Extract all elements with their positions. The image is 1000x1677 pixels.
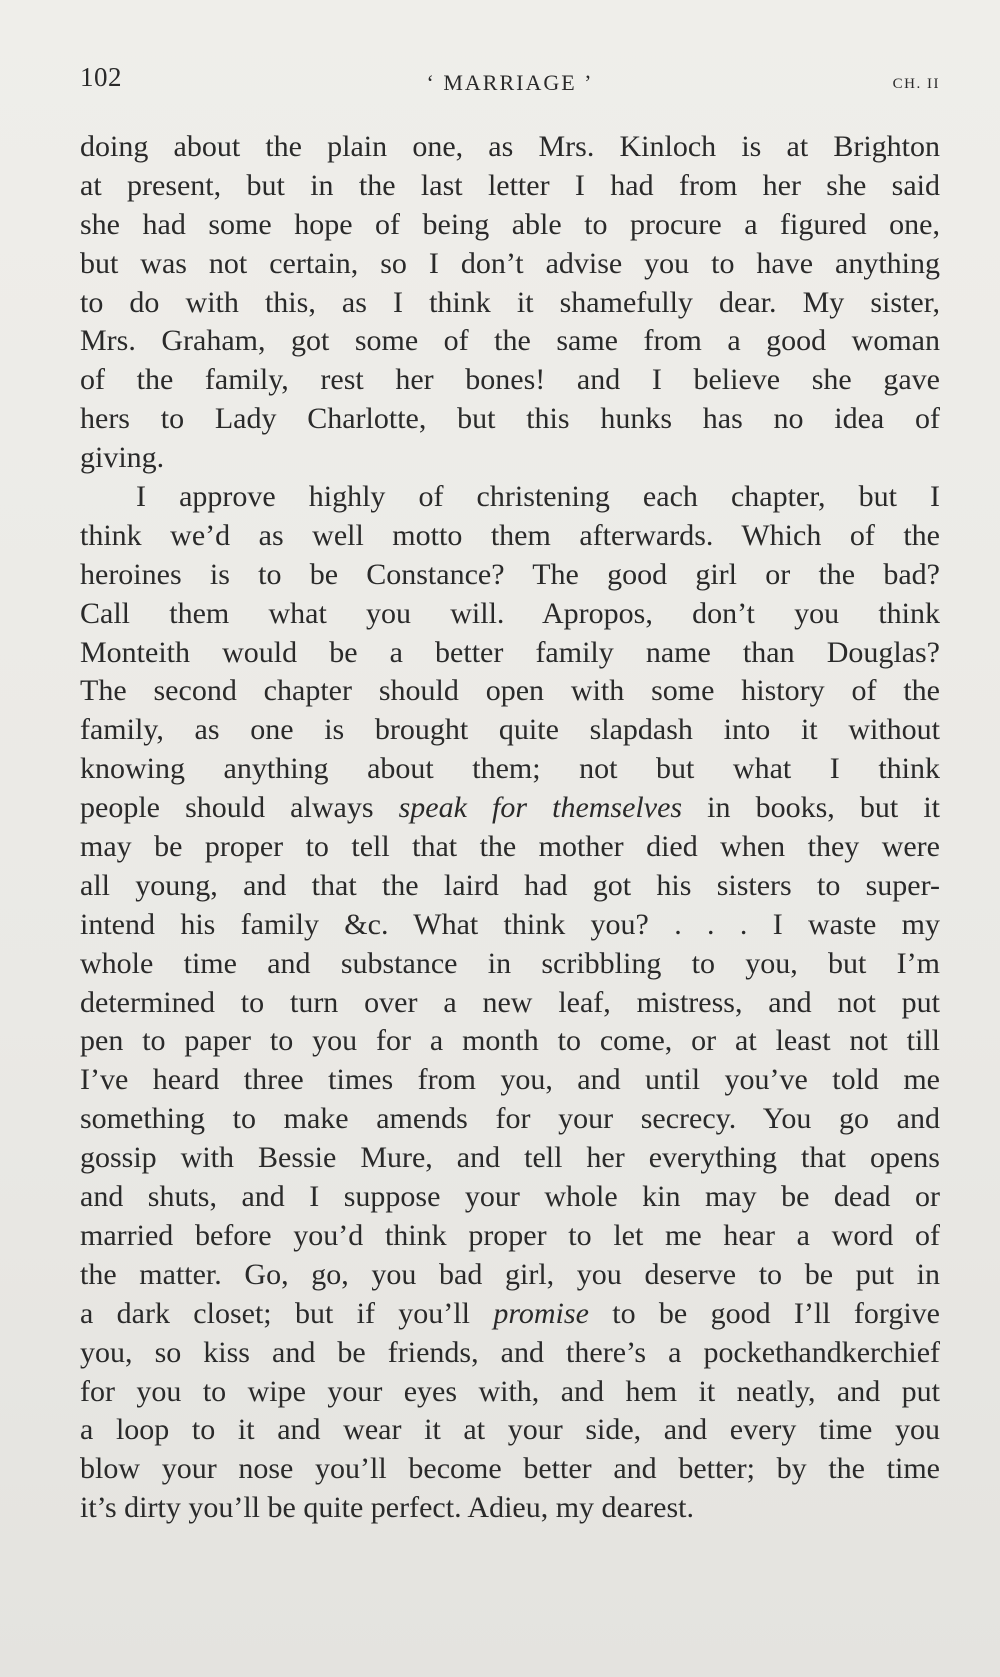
running-title: ‘ MARRIAGE ’ bbox=[426, 70, 594, 95]
text-line: giving. bbox=[80, 441, 165, 475]
chapter-reference: CH. II bbox=[892, 76, 940, 92]
text-line: she had some hope of being able to procure a figured one, bbox=[80, 207, 940, 241]
text-line: blow your nose you’ll become better and better; by the time bbox=[80, 1452, 940, 1486]
text-line: Mrs. Graham, got some of the same from a good woman bbox=[80, 324, 940, 358]
text-line: I’ve heard three times from you, and until you’ve told me bbox=[80, 1063, 940, 1097]
text-line: to do with this, as I think it shamefully dear. My sister, bbox=[80, 285, 940, 319]
text-line: I approve highly of christening each chapter, but I bbox=[136, 480, 940, 514]
paragraph-2 bbox=[80, 478, 940, 1528]
text-line: family, as one is brought quite slapdash into it without bbox=[80, 713, 940, 747]
text-line: a dark closet; but if you’ll promise to be good I’ll forgive bbox=[80, 1296, 940, 1330]
text-line: determined to turn over a new leaf, mistress, and not put bbox=[80, 985, 940, 1019]
text-line: The second chapter should open with some history of the bbox=[80, 674, 940, 708]
text-line: married before you’d think proper to let me hear a word of bbox=[80, 1218, 940, 1252]
text-line: a loop to it and wear it at your side, and every time you bbox=[80, 1413, 940, 1447]
text-line: for you to wipe your eyes with, and hem it neatly, and put bbox=[80, 1374, 940, 1408]
text-line: gossip with Bessie Mure, and tell her everything that opens bbox=[80, 1141, 940, 1175]
text-line: at present, but in the last letter I had from her she said bbox=[80, 168, 940, 202]
text-line: it’s dirty you’ll be quite perfect. Adieu, my dearest. bbox=[80, 1491, 695, 1525]
text-line: the matter. Go, go, you bad girl, you deserve to be put in bbox=[80, 1257, 940, 1291]
text-line: doing about the plain one, as Mrs. Kinloch is at Brighton bbox=[80, 130, 940, 163]
text-line: Monteith would be a better family name than Douglas? bbox=[80, 635, 940, 669]
italic-run: promise bbox=[493, 1296, 589, 1330]
text-line: knowing anything about them; not but what I think bbox=[80, 752, 940, 786]
text-line: whole time and substance in scribbling to you, but I’m bbox=[80, 946, 940, 980]
text-run: people should always bbox=[80, 791, 399, 825]
text-line: and shuts, and I suppose your whole kin may be dead or bbox=[80, 1180, 940, 1214]
text-line: think we’d as well motto them afterwards. Which of the bbox=[80, 518, 940, 552]
text-line: but was not certain, so I don’t advise you to have anything bbox=[80, 246, 940, 280]
paragraph-1 bbox=[80, 128, 940, 478]
text-line-with-italic bbox=[80, 789, 940, 828]
body-text bbox=[80, 128, 940, 1528]
running-head bbox=[80, 62, 940, 102]
text-line: heroines is to be Constance? The good girl or the bad? bbox=[80, 557, 940, 591]
text-line: pen to paper to you for a month to come, or at least not till bbox=[80, 1024, 940, 1058]
text-line: all young, and that the laird had got his sisters to super- bbox=[80, 868, 940, 902]
page-number: 102 bbox=[80, 62, 122, 92]
text-run: in books, but it bbox=[682, 791, 941, 825]
text-line: something to make amends for your secrecy. You go and bbox=[80, 1102, 940, 1136]
text-line: intend his family &c. What think you? . . . I waste my bbox=[80, 907, 940, 941]
text-line: you, so kiss and be friends, and there’s a pockethandkerchief bbox=[80, 1335, 940, 1369]
text-line: may be proper to tell that the mother died when they were bbox=[80, 830, 940, 864]
text-line: hers to Lady Charlotte, but this hunks has no idea of bbox=[80, 402, 940, 436]
italic-run: speak for themselves bbox=[398, 791, 683, 825]
text-line: of the family, rest her bones! and I believe she gave bbox=[80, 363, 940, 397]
text-line: Call them what you will. Apropos, don’t you think bbox=[80, 596, 940, 630]
